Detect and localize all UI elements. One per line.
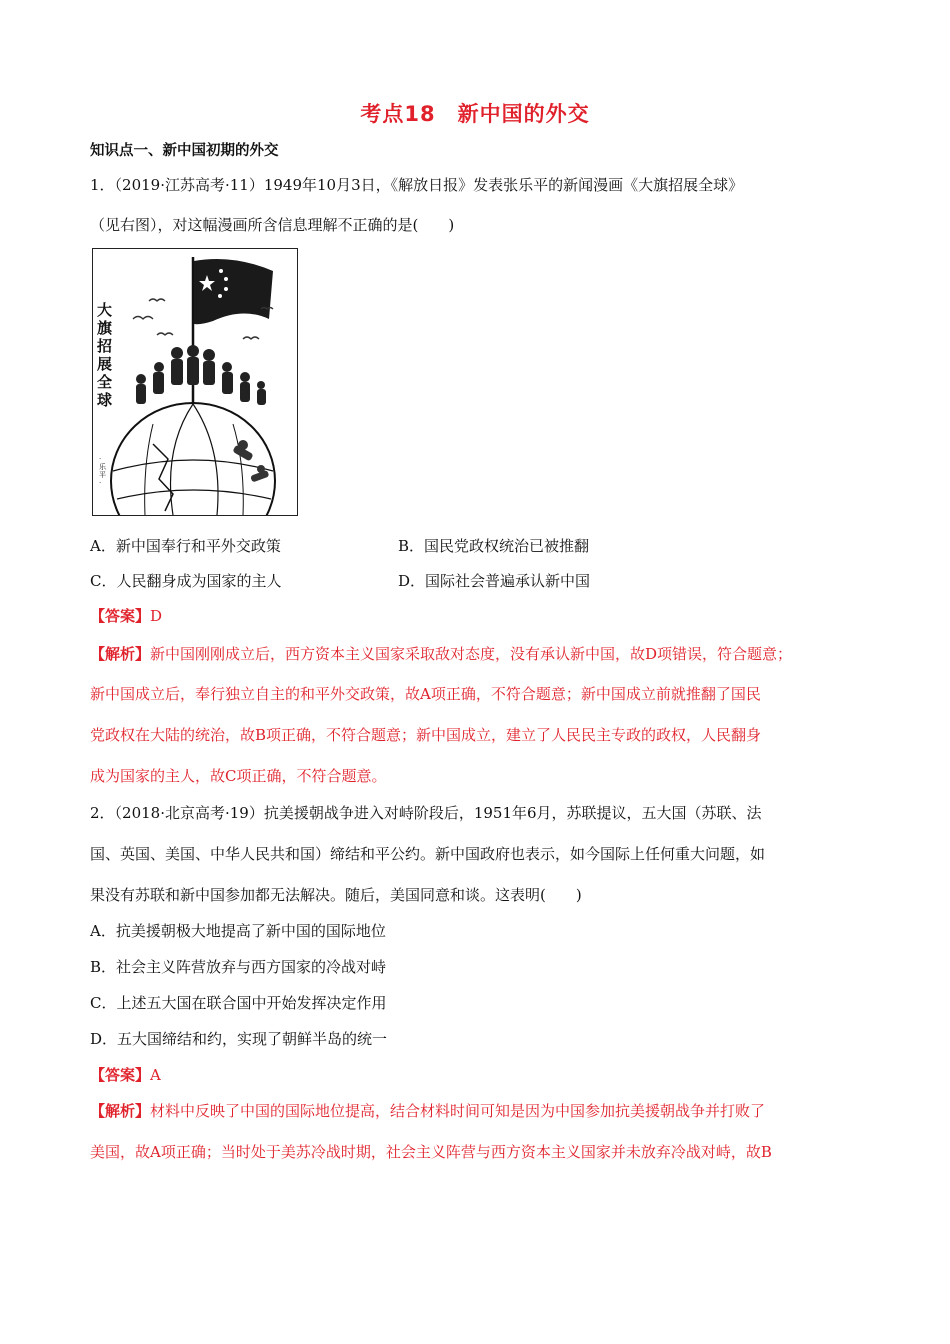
analysis-tag: 【解析】	[90, 645, 151, 663]
q1-analysis-line-1	[90, 643, 792, 664]
question-2-stem-line-1: 2．（2018·北京高考·19）抗美援朝战争进入对峙阶段后，1951年6月，苏联提议，五大国（苏联、法	[90, 804, 762, 822]
q2-option-c: C．上述五大国在联合国中开始发挥决定作用	[90, 994, 387, 1012]
q1-option-a: A．新中国奉行和平外交政策	[90, 537, 281, 555]
question-1-stem-line-1: 1．（2019·江苏高考·11）1949年10月3日，《解放日报》发表张乐平的新闻漫画《大旗招展全球》	[90, 176, 744, 194]
answer-tag: 【答案】	[90, 607, 151, 625]
question-2-stem-line-2: 国、英国、美国、中华人民共和国）缔结和平公约。新中国政府也表示，如今国际上任何重大问题，如	[90, 845, 766, 863]
analysis-tag: 【解析】	[90, 1102, 151, 1120]
q2-option-d: D．五大国缔结和约，实现了朝鲜半岛的统一	[90, 1030, 388, 1048]
cartoon-illustration	[93, 249, 297, 515]
q1-option-b: B．国民党政权统治已被推翻	[398, 537, 590, 555]
q1-analysis-line-3: 党政权在大陆的统治，故B项正确，不符合题意；新中国成立，建立了人民民主专政的政权，人民翻身	[90, 726, 762, 744]
answer-value: D	[150, 607, 163, 625]
q2-option-b: B．社会主义阵营放弃与西方国家的冷战对峙	[90, 958, 387, 976]
q1-option-d: D．国际社会普遍承认新中国	[398, 572, 591, 590]
section-heading: 知识点一、新中国初期的外交	[90, 143, 279, 159]
q1-answer	[90, 605, 162, 626]
q2-analysis-line-2: 美国，故A项正确；当时处于美苏冷战时期，社会主义阵营与西方资本主义国家并未放弃冷战对峙，故B	[90, 1143, 772, 1161]
cartoon-caption: 大 旗 招 展 全 球	[97, 301, 113, 409]
question-2-stem-line-3: 果没有苏联和新中国参加都无法解决。随后，美国同意和谈。这表明( )	[90, 886, 582, 904]
answer-tag: 【答案】	[90, 1066, 151, 1084]
answer-value: A	[150, 1066, 161, 1084]
question-1-stem-line-2: （见右图），对这幅漫画所含信息理解不正确的是( )	[90, 216, 455, 234]
analysis-text: 新中国刚刚成立后，西方资本主义国家采取敌对态度，没有承认新中国，故D项错误，符合题意；	[150, 645, 793, 663]
analysis-text: 材料中反映了中国的国际地位提高，结合材料时间可知是因为中国参加抗美援朝战争并打败了	[150, 1102, 766, 1120]
q1-analysis-line-2: 新中国成立后，奉行独立自主的和平外交政策，故A项正确，不符合题意；新中国成立前就推翻了国民	[90, 685, 761, 703]
q1-analysis-line-4: 成为国家的主人，故C项正确，不符合题意。	[90, 767, 387, 785]
q2-option-a: A．抗美援朝极大地提高了新中国的国际地位	[90, 922, 386, 940]
cartoon-figure	[92, 248, 298, 516]
q1-option-c: C．人民翻身成为国家的主人	[90, 572, 282, 590]
q2-analysis-line-1	[90, 1100, 765, 1121]
svg-text:·乐平·: ·乐平·	[99, 455, 106, 487]
page-title: 考点18 新中国的外交	[360, 102, 590, 126]
q2-answer	[90, 1064, 161, 1085]
